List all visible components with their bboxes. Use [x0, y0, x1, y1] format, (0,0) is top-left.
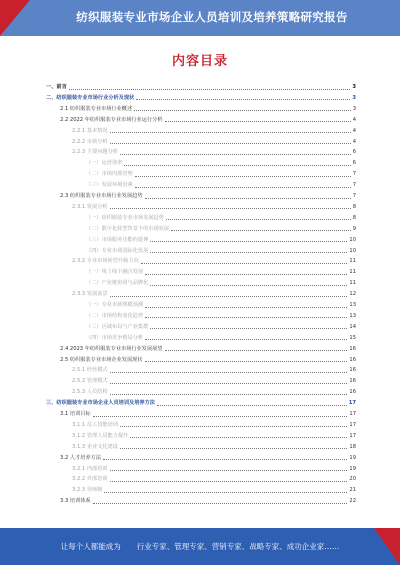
- toc-entry[interactable]: [60, 455, 356, 462]
- toc-entry-page: 18: [349, 443, 356, 450]
- toc-entry-page: 16: [349, 356, 356, 363]
- toc-entry-title: 一、前言: [46, 84, 67, 90]
- toc-entry-title: 二、纺织服装专业市场行业分析及现状: [46, 94, 135, 101]
- toc-entry-page: 16: [349, 367, 356, 374]
- toc-entry-title: 3.2 人才培养方法: [60, 454, 102, 461]
- toc-entry[interactable]: [72, 422, 356, 429]
- toc-entry[interactable]: [72, 487, 356, 494]
- toc-leader-dots: [120, 448, 347, 449]
- toc-entry-page: 11: [349, 258, 356, 265]
- toc-leader-dots: [93, 503, 348, 504]
- toc-leader-dots: [110, 372, 348, 373]
- footer-left-text: 让每个人都能成为: [60, 542, 121, 551]
- toc-leader-dots: [110, 208, 351, 209]
- toc-entry-title: 2.5 纺织服装专业市场企业发展现状: [60, 356, 143, 363]
- toc-leader-dots: [165, 350, 348, 351]
- toc-entry[interactable]: [60, 117, 356, 124]
- toc-leader-dots: [69, 89, 351, 90]
- toc-entry-title: 2.1 纺织服装专业市场行业概述: [60, 105, 133, 112]
- toc-entry-title: 2.3 纺织服装专业市场行业发展趋势: [60, 193, 143, 199]
- toc-entry-title: （三）市场服务功能的延伸: [86, 236, 149, 243]
- toc-entry-page: 6: [352, 160, 356, 167]
- toc-entry[interactable]: [72, 433, 356, 440]
- toc-entry[interactable]: [60, 498, 356, 505]
- toc-entry[interactable]: [72, 139, 356, 146]
- toc-entry-page: 17: [349, 421, 356, 428]
- toc-leader-dots: [103, 459, 347, 460]
- toc-entry[interactable]: [46, 95, 356, 102]
- toc-entry[interactable]: [86, 313, 356, 320]
- toc-entry-title: 3.1.3 企业文化建设: [72, 443, 118, 450]
- toc-entry-page: 16: [349, 389, 356, 396]
- toc-entry-title: （四）市场竞争格局分析: [86, 334, 144, 341]
- toc-leader-dots: [150, 328, 347, 329]
- toc-entry-page: 15: [349, 334, 356, 341]
- toc-entry[interactable]: [60, 346, 356, 353]
- toc-entry-title: 3.1 培训目标: [60, 411, 91, 417]
- toc-leader-dots: [145, 361, 348, 362]
- toc-entry-page: 11: [349, 280, 356, 287]
- toc-entry[interactable]: [86, 226, 356, 233]
- toc-entry-page: 6: [352, 149, 356, 156]
- toc-entry[interactable]: [72, 389, 356, 396]
- toc-entry-title: 3.2.1 内部培训: [72, 465, 108, 472]
- toc-entry[interactable]: [46, 400, 356, 407]
- toc-entry[interactable]: [72, 444, 356, 451]
- toc-entry-page: 17: [349, 411, 356, 417]
- toc-entry-title: （一）专业市场规模预测: [86, 302, 144, 308]
- toc-leader-dots: [150, 285, 347, 286]
- toc-entry[interactable]: [72, 204, 356, 211]
- toc-leader-dots: [136, 99, 350, 100]
- toc-entry-page: 11: [349, 269, 356, 276]
- toc-entry-page: 20: [349, 476, 356, 483]
- toc-entry-page: 10: [349, 247, 356, 254]
- toc-entry[interactable]: [86, 171, 356, 178]
- toc-entry-page: 7: [352, 193, 356, 199]
- toc-entry-page: 16: [349, 378, 356, 385]
- page-footer: [0, 528, 400, 565]
- toc-entry-title: 3.2.2 外部培训: [72, 476, 108, 483]
- toc-entry-page: 7: [352, 171, 356, 178]
- toc-entry[interactable]: [86, 335, 356, 342]
- toc-entry[interactable]: [46, 84, 356, 91]
- toc-leader-dots: [110, 296, 348, 297]
- toc-entry-title: （二）产业链协同与品牌化: [86, 280, 149, 287]
- toc-entry-page: 4: [352, 138, 356, 145]
- toc-entry-title: 2.5.1 经营模式: [72, 367, 108, 374]
- toc-entry-title: （一）运营效率: [86, 160, 123, 167]
- toc-leader-dots: [166, 219, 351, 220]
- toc-entry-page: 14: [349, 323, 356, 330]
- toc-entry[interactable]: [86, 215, 356, 222]
- toc-entry[interactable]: [72, 291, 356, 298]
- toc-leader-dots: [110, 394, 348, 395]
- toc-entry-title: 2.2.3 主要问题分析: [72, 149, 118, 156]
- toc-entry[interactable]: [86, 302, 356, 309]
- toc-entry[interactable]: [86, 160, 356, 167]
- report-title: 纺织服装专业市场企业人员培训及培养策略研究报告: [76, 10, 348, 24]
- toc-entry[interactable]: [60, 411, 356, 418]
- toc-entry-page: 8: [352, 214, 356, 221]
- toc-entry[interactable]: [86, 182, 356, 189]
- toc-leader-dots: [130, 437, 347, 438]
- toc-entry-title: （三）发展环境因素: [86, 182, 133, 189]
- footer-tagline: 行业专家、管理专家、营销专家、战略专家、成功企业家……: [136, 542, 340, 551]
- toc-leader-dots: [110, 132, 351, 133]
- toc-entry-title: 2.3.2 专业市场转型升级方向: [72, 258, 139, 265]
- toc-entry[interactable]: [86, 280, 356, 287]
- toc-leader-dots: [120, 426, 347, 427]
- toc-entry-page: 4: [352, 116, 356, 123]
- toc-entry-title: 2.3.3 发展前景: [72, 291, 108, 298]
- toc-leader-dots: [120, 154, 351, 155]
- toc-entry-title: 2.4 2023 年纺织服装专业市场行业发展展望: [60, 345, 163, 352]
- toc-entry[interactable]: [72, 378, 356, 385]
- toc-entry-title: 2.2.2 市场分析: [72, 138, 108, 145]
- toc-entry-title: 2.2.1 基本情况: [72, 127, 108, 134]
- toc-entry-title: （二）数字化转型背景下的市场发展: [86, 225, 170, 232]
- toc-entry[interactable]: [60, 193, 356, 200]
- toc-entry-page: 3: [352, 84, 356, 90]
- toc-entry-page: 10: [349, 236, 356, 243]
- toc-leader-dots: [134, 110, 351, 111]
- toc-entry-title: 3.3 培训体系: [60, 498, 91, 505]
- toc-entry-title: 3.2.3 导师制: [72, 487, 103, 494]
- toc-entry-page: 9: [352, 225, 356, 232]
- toc-leader-dots: [165, 121, 351, 122]
- toc-entry-title: （一）纺织服装专业市场发展趋势: [86, 214, 164, 221]
- toc-entry[interactable]: [86, 248, 356, 255]
- toc-entry-page: 19: [349, 454, 356, 461]
- toc-entry-title: 3.1.1 员工技能培训: [72, 421, 118, 428]
- toc-leader-dots: [145, 317, 347, 318]
- page-header: [0, 0, 400, 36]
- toc-entry-page: 16: [349, 345, 356, 352]
- toc-entry-title: 2.5.2 管理模式: [72, 378, 108, 385]
- toc-entry[interactable]: [72, 149, 356, 156]
- footer-accent-triangle: [374, 528, 400, 565]
- toc-entry-page: 13: [349, 302, 356, 308]
- toc-entry-page: 19: [349, 465, 356, 472]
- toc-entry-title: 2.3.1 发展分析: [72, 203, 108, 210]
- header-accent-triangle: [0, 0, 30, 36]
- toc-leader-dots: [135, 176, 351, 177]
- toc-leader-dots: [104, 492, 347, 493]
- toc-leader-dots: [141, 263, 348, 264]
- toc-leader-dots: [93, 416, 348, 417]
- toc-entry-title: （三）区域布局与产业集群: [86, 323, 149, 330]
- toc-entry[interactable]: [60, 357, 356, 364]
- toc-entry-page: 3: [352, 105, 356, 112]
- toc-leader-dots: [157, 405, 347, 406]
- toc-entry[interactable]: [86, 237, 356, 244]
- toc-leader-dots: [145, 339, 347, 340]
- toc-leader-dots: [110, 481, 348, 482]
- toc-entry[interactable]: [86, 269, 356, 276]
- toc-entry[interactable]: [72, 466, 356, 473]
- toc-leader-dots: [110, 470, 348, 471]
- toc-entry[interactable]: [72, 128, 356, 135]
- toc-leader-dots: [145, 274, 347, 275]
- toc-entry-title: （二）市场内部管理: [86, 171, 133, 178]
- toc-entry[interactable]: [60, 106, 356, 113]
- toc-entry-page: 17: [348, 400, 356, 407]
- toc-entry-page: 21: [349, 487, 356, 494]
- toc-entry-title: 3.1.2 管理人员能力提升: [72, 432, 129, 439]
- toc-entry[interactable]: [72, 476, 356, 483]
- toc-heading: 内容目录: [171, 54, 228, 69]
- toc-leader-dots: [110, 143, 351, 144]
- toc-entry-title: 三、纺织服装专业市场企业人员培训及培养方法: [46, 400, 155, 407]
- toc-leader-dots: [171, 230, 351, 231]
- toc-entry-page: 13: [349, 312, 356, 319]
- toc-entry-page: 22: [349, 498, 356, 505]
- toc-entry-title: 2.2 2022 年纺织服装专业市场行业运行分析: [60, 116, 163, 123]
- toc-entry-page: 7: [352, 182, 356, 189]
- toc-leader-dots: [150, 252, 347, 253]
- toc-entry-page: 8: [352, 203, 356, 210]
- toc-leader-dots: [110, 383, 348, 384]
- toc-entry-page: 17: [349, 432, 356, 439]
- toc-leader-dots: [135, 187, 351, 188]
- toc-leader-dots: [145, 307, 347, 308]
- toc-leader-dots: [150, 241, 347, 242]
- toc-entry-title: （二）市场结构变化趋势: [86, 312, 144, 319]
- toc-entry-page: 4: [352, 127, 356, 134]
- toc-leader-dots: [124, 165, 350, 166]
- toc-entry-title: 2.5.3 人员结构: [72, 389, 108, 396]
- toc-entry[interactable]: [86, 324, 356, 331]
- toc-entry-page: 3: [352, 94, 356, 101]
- toc-entry-page: 12: [349, 291, 356, 298]
- toc-entry-title: （四）专业市场国际化发展: [86, 247, 149, 254]
- toc-entry[interactable]: [72, 258, 356, 265]
- toc-entry[interactable]: [72, 367, 356, 374]
- toc-leader-dots: [145, 198, 351, 199]
- toc-entry-title: （一）线上线下融合发展: [86, 269, 144, 276]
- table-of-contents: [46, 84, 356, 514]
